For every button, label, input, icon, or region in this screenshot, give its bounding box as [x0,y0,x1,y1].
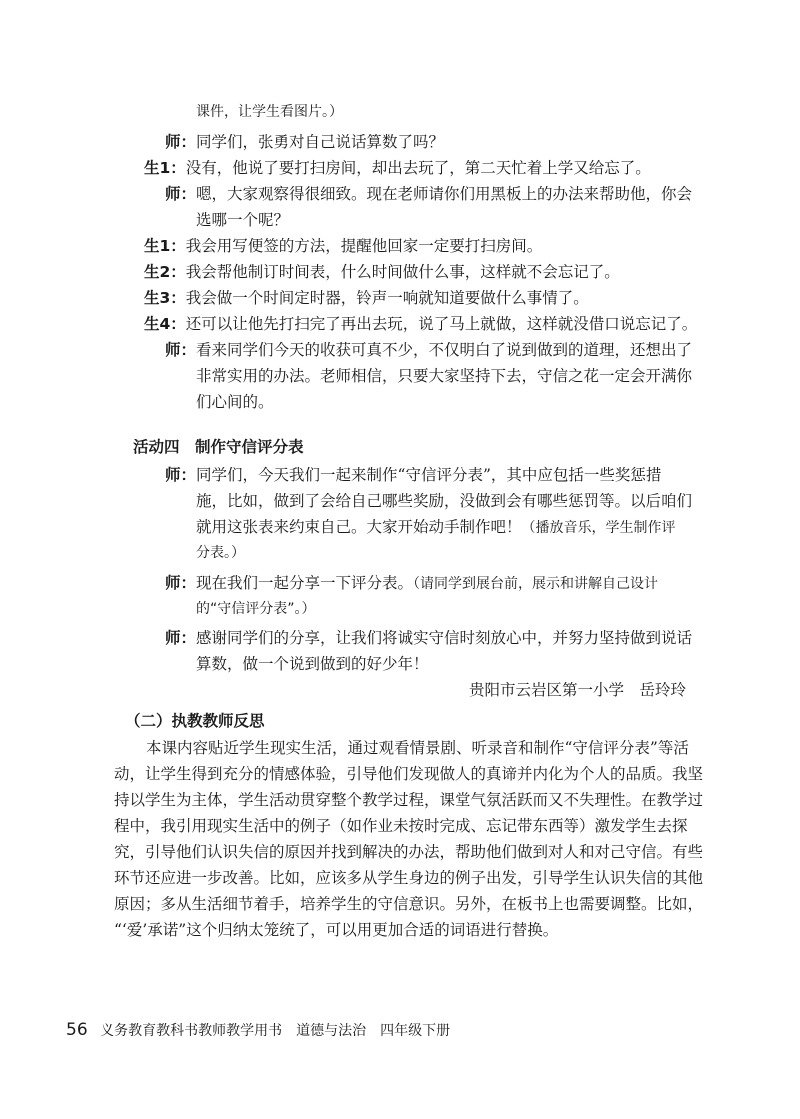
speaker-label: 师： [165,341,197,359]
dialogue-text: 我会用写便签的方法，提醒他回家一定要打扫房间。 [185,237,543,255]
dialogue-line [144,314,697,334]
dialogue-text: 现在我们一起分享一下评分表。 [196,574,414,592]
dialogue-text: 没有，他说了要打扫房间，却出去玩了，第二天忙着上学又给忘了。 [185,159,651,177]
speaker-label: 生4： [144,315,186,333]
paragraph-line: 环节还应进一步改善。比如，应该多从学生身边的例子出发，引导学生认识失信的其他 [114,869,704,887]
dialogue-text: 还可以让他先打扫完了再出去玩，说了马上就做，这样就没借口说忘记了。 [185,315,698,333]
section-heading: 活动四 制作守信评分表 [133,438,304,456]
page-number: 56 [66,1020,88,1040]
stage-direction: （请同学到展台前，展示和讲解自己设计 [413,576,659,592]
paragraph-line: 持以学生为主体，学生活动贯穿整个教学过程，课堂气氛活跃而又不失理性。在教学过 [114,791,704,809]
speaker-label: 生3： [144,289,186,307]
text-line: 施，比如，做到了会给自己哪些奖励，没做到会有哪些惩罚等。以后咱们 [196,492,693,510]
dialogue-line [144,288,589,308]
text-segment: 就用这张表来约束自己。大家开始动手制作吧！ [196,518,522,536]
dialogue-line [165,628,692,648]
dialogue-line [165,465,661,485]
stage-direction: 分表。） [196,545,245,561]
book-title: 义务教育教科书教师教学用书 道德与法治 四年级下册 [100,1023,451,1039]
dialogue-line [165,132,444,152]
dialogue-line [165,340,692,360]
text-line: 非常实用的办法。老师相信，只要大家坚持下去，守信之花一定会开满你 [196,367,693,385]
paragraph-line: 原因；多从生活细节着手，培养学生的守信意识。另外，在板书上也需要调整。比如， [114,895,704,913]
speaker-label: 生1： [144,237,186,255]
speaker-label: 师： [165,466,197,484]
dialogue-line [165,573,658,594]
paragraph-line: “‘爱’承诺”这个归纳太笼统了，可以用更加合适的词语进行替换。 [114,921,559,939]
text-line: 算数，做一个说到做到的好少年！ [196,655,429,673]
dialogue-line [165,184,692,204]
text-line [196,517,676,538]
stage-direction: 的“守信评分表”。） [196,601,316,617]
stage-direction: （播放音乐，学生制作评 [521,520,676,536]
text-line: 们心间的。 [196,393,274,411]
speaker-label: 师： [165,574,197,592]
text-line: 课件，让学生看图片。） [196,104,343,120]
dialogue-text: 同学们，张勇对自己说话算数了吗？ [196,133,445,151]
speaker-label: 师： [165,133,197,151]
paragraph-line: 程中，我引用现实生活中的例子（如作业未按时完成、忘记带东西等）激发学生去探 [114,817,688,835]
paragraph-line: 究，引导他们认识失信的原因并找到解决的办法，帮助他们做到对人和对己守信。有些 [114,843,704,861]
speaker-label: 生1： [144,159,186,177]
dialogue-line [144,236,542,256]
speaker-label: 师： [165,629,197,647]
dialogue-text: 同学们，今天我们一起来制作“守信评分表”，其中应包括一些奖惩措 [196,466,662,484]
dialogue-text: 看来同学们今天的收获可真不少，不仅明白了说到做到的道理，还想出了 [196,341,693,359]
speaker-label: 生2： [144,263,186,281]
paragraph-line: 动，让学生得到充分的情感体验，引导他们发现做人的真谛并内化为个人的品质。我坚 [114,765,704,783]
dialogue-line [144,262,620,282]
page-footer [66,1020,450,1040]
dialogue-text: 感谢同学们的分享，让我们将诚实守信时刻放心中，并努力坚持做到说话 [196,629,693,647]
section-heading: （二）执教教师反思 [125,712,265,730]
dialogue-line [144,158,651,178]
dialogue-text: 我会帮他制订时间表，什么时间做什么事，这样就不会忘记了。 [185,263,620,281]
paragraph-line: 本课内容贴近学生现实生活，通过观看情景剧、听录音和制作“守信评分表”等活 [146,739,689,757]
dialogue-text: 嗯，大家观察得很细致。现在老师请你们用黑板上的办法来帮助他，你会 [196,185,693,203]
author-attribution: 贵阳市云岩区第一小学 岳玲玲 [468,681,686,699]
speaker-label: 师： [165,185,197,203]
dialogue-text: 我会做一个时间定时器，铃声一响就知道要做什么事情了。 [185,289,589,307]
text-line: 选哪一个呢？ [196,211,290,229]
